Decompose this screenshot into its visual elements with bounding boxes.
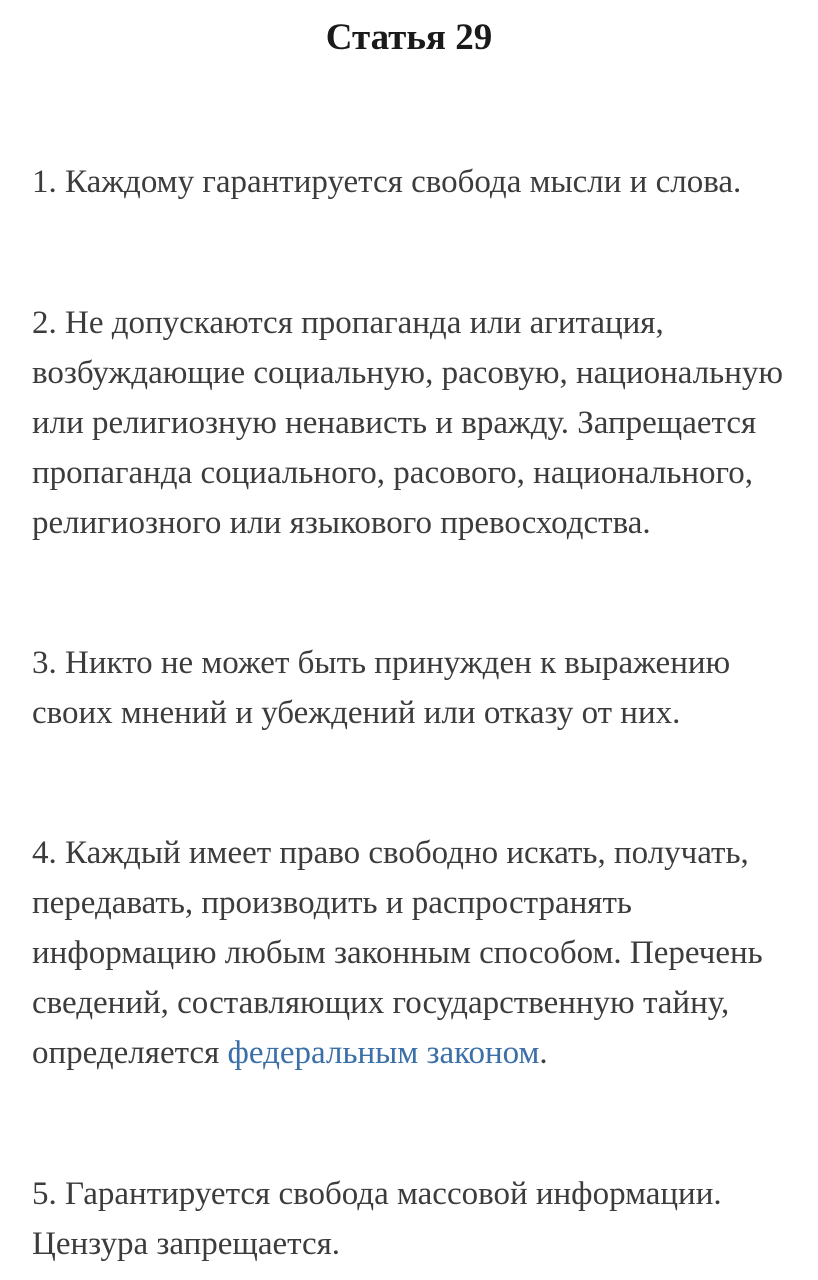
- article-title: Статья 29: [325, 17, 493, 58]
- federal-law-link[interactable]: федеральным законом: [227, 1035, 540, 1071]
- paragraph-4: [32, 828, 792, 1078]
- paragraph-3: 3. Никто не может быть принужден к выражению своих мнений и убеждений или отказу от них.: [32, 645, 731, 731]
- paragraph-4-end: .: [539, 1035, 548, 1071]
- paragraph-4-text: 4. Каждый имеет право свободно искать, получать, передавать, производить и распространять информацию любым законным способом. Перечень сведений, составляющих государственную тайну, определяется: [32, 835, 763, 1071]
- paragraph-5: 5. Гарантируется свобода массовой информации. Цензура запрещается.: [32, 1176, 722, 1262]
- paragraph-2: 2. Не допускаются пропаганда или агитация, возбуждающие социальную, расовую, национальную или религиозную ненависть и вражду. Запрещается пропаганда социального, расового, национального, религиозного или языкового превосходства.: [32, 305, 784, 541]
- paragraph-1: 1. Каждому гарантируется свобода мысли и слова.: [32, 164, 742, 200]
